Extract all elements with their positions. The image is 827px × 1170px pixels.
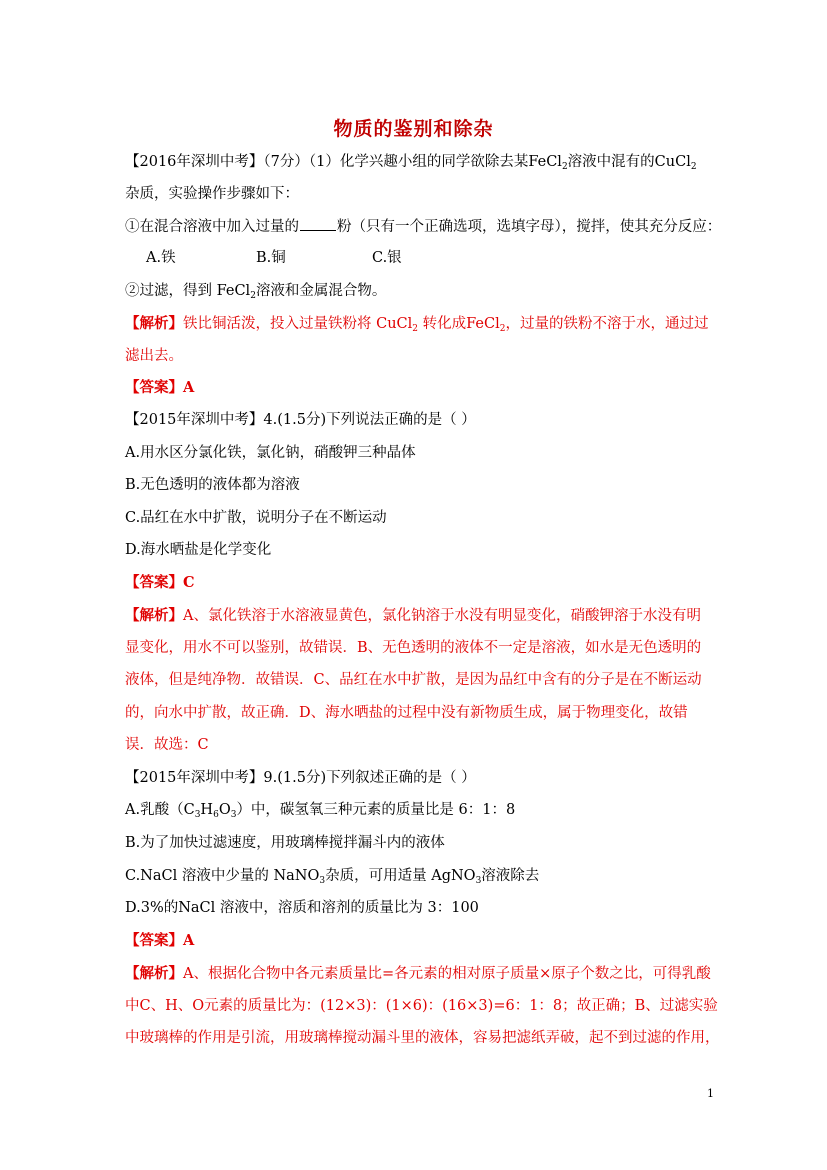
page-number: 1 xyxy=(707,1087,714,1100)
q2-option-b: B.无色透明的液体都为溶液 xyxy=(125,477,300,493)
q1-option-c: C.银 xyxy=(372,250,402,266)
q1-step-2: ②过滤，得到 FeCl$_2$溶液和金属混合物。 xyxy=(125,283,387,301)
page-title: 物质的鉴别和除杂 xyxy=(333,118,494,140)
q3-analysis-line-2: 中C、H、O元素的质量比为：(12×3)：(1×6)：(16×3)=6：1：8；故正确；B、过滤实验 xyxy=(125,998,718,1014)
q1-stem-line-2: 杂质，实验操作步骤如下： xyxy=(125,186,299,202)
q3-analysis-line-1: 【解析】A、根据化合物中各元素质量比=各元素的相对原子质量×原子个数之比，可得乳酸 xyxy=(125,965,711,982)
q2-analysis-line-5: 误．故选：C xyxy=(125,737,209,753)
q1-option-b: B.铜 xyxy=(256,250,286,266)
q2-analysis-line-3: 液体，但是纯净物．故错误．C、品红在水中扩散，是因为品红中含有的分子是在不断运动 xyxy=(125,672,702,688)
q2-option-c: C.品红在水中扩散，说明分子在不断运动 xyxy=(125,510,387,526)
analysis-label: 【解析】 xyxy=(125,965,183,982)
q2-answer: 【答案】C xyxy=(125,574,195,591)
q2-option-d: D.海水晒盐是化学变化 xyxy=(125,542,272,558)
q3-stem: 【2015年深圳中考】9.(1.5分)下列叙述正确的是（ ） xyxy=(125,770,476,786)
q1-analysis-line-1: 【解析】铁比铜活泼，投入过量铁粉将 CuCl$_2$ 转化成FeCl$_2$，过量的铁粉不溶于水，通过过 xyxy=(125,315,709,334)
q3-answer: 【答案】A xyxy=(125,932,195,949)
q3-option-b: B.为了加快过滤速度，用玻璃棒搅拌漏斗内的液体 xyxy=(125,835,445,851)
q1-option-a: A.铁 xyxy=(146,250,176,266)
q2-exam-tag: 【2015年深圳中考】 xyxy=(125,412,264,428)
q1-options xyxy=(146,248,402,268)
q3-analysis-line-3: 中玻璃棒的作用是引流，用玻璃棒搅动漏斗里的液体，容易把滤纸弄破，起不到过滤的作用， xyxy=(125,1030,720,1046)
q1-analysis-line-2: 滤出去。 xyxy=(125,348,183,364)
q1-step-1: ①在混合溶液中加入过量的 粉（只有一个正确选项，选填字母），搅拌，使其充分反应： xyxy=(125,216,721,237)
q2-analysis-line-1: 【解析】A、氯化铁溶于水溶液显黄色，氯化钠溶于水没有明显变化，硝酸钾溶于水没有明 xyxy=(125,607,701,624)
q1-exam-tag: 【2016年深圳中考】 xyxy=(125,154,264,170)
q3-option-d: D.3%的NaCl 溶液中，溶质和溶剂的质量比为 3：100 xyxy=(125,900,479,916)
analysis-label: 【解析】 xyxy=(125,315,183,332)
q1-answer: 【答案】A xyxy=(125,379,195,396)
analysis-label: 【解析】 xyxy=(125,607,183,624)
q3-option-c: C.NaCl 溶液中少量的 NaNO$_3$杂质，可用适量 AgNO$_3$溶液除去 xyxy=(125,868,540,886)
q3-exam-tag: 【2015年深圳中考】 xyxy=(125,770,264,786)
q2-stem: 【2015年深圳中考】4.(1.5分)下列说法正确的是（ ） xyxy=(125,412,476,428)
q1-stem-line-1: 【2016年深圳中考】（7分）（1）化学兴趣小组的同学欲除去某FeCl$_2$溶液中混有的CuCl$_2$ xyxy=(125,154,697,172)
q3-option-a: A.乳酸$(C_3H_6O_3)$中，碳氢氧三种元素的质量比是 6：1：8 xyxy=(125,802,516,820)
answer-blank xyxy=(300,216,336,231)
q2-analysis-line-2: 显变化，用水不可以鉴别，故错误．B、无色透明的液体不一定是溶液，如水是无色透明的 xyxy=(125,640,702,656)
q2-analysis-line-4: 的，向水中扩散，故正确．D、海水晒盐的过程中没有新物质生成，属于物理变化，故错 xyxy=(125,705,688,721)
q2-option-a: A.用水区分氯化铁，氯化钠，硝酸钾三种晶体 xyxy=(125,445,416,461)
